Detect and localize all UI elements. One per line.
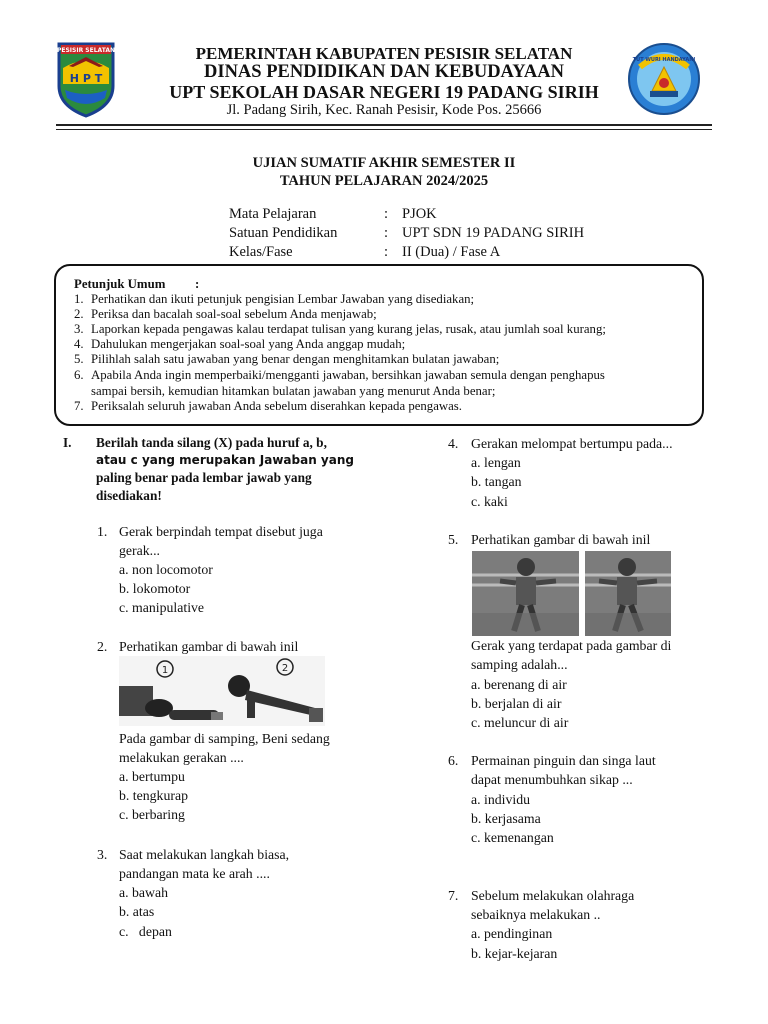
info-sep: : [384, 206, 389, 222]
answer-option: a. bawah [119, 885, 169, 900]
header-divider-thin [56, 129, 712, 130]
svg-text:TUT WURI HANDAYANI: TUT WURI HANDAYANI [632, 57, 696, 63]
image-label: 1 [161, 665, 169, 676]
answer-option: b. tengkurap [119, 788, 188, 803]
instruction-number: 4. [74, 337, 84, 351]
instruction-item-continued: sampai bersih, kemudian hitamkan bulatan jawaban yang menurut Anda benar; [91, 384, 496, 398]
answer-option: a. individu [471, 792, 531, 807]
question-number: 5. [448, 532, 459, 547]
answer-option: a. berenang di air [471, 677, 567, 692]
info-label-unit: Satuan Pendidikan [229, 225, 338, 241]
info-sep: : [384, 225, 389, 241]
answer-option: a. non locomotor [119, 562, 213, 577]
section-instruction: atau c yang merupakan Jawaban yang [96, 453, 354, 467]
instruction-item: Dahulukan mengerjakan soal-soal yang Anda anggap mudah; [91, 337, 406, 351]
answer-option: b. atas [119, 904, 155, 919]
question-text: dapat menumbuhkan sikap ... [471, 772, 633, 787]
instruction-number: 6. [74, 368, 84, 382]
question-number: 7. [448, 888, 459, 903]
answer-option: a. lengan [471, 455, 521, 470]
answer-option: b. kejar-kejaran [471, 946, 558, 961]
answer-option: a. pendinginan [471, 926, 553, 941]
answer-option: c. meluncur di air [471, 715, 569, 730]
pushup-illustration [119, 656, 325, 726]
instruction-item: Perhatikan dan ikuti petunjuk pengisian Lembar Jawaban yang disediakan; [91, 292, 475, 306]
info-value-class: II (Dua) / Fase A [402, 244, 501, 260]
question-text: Gerak berpindah tempat disebut juga [119, 524, 323, 539]
answer-option: c. depan [119, 924, 172, 939]
question-number: 1. [97, 524, 108, 539]
info-label-class: Kelas/Fase [229, 244, 293, 260]
question-number: 3. [97, 847, 108, 862]
answer-option: b. kerjasama [471, 811, 541, 826]
svg-text:PESISIR SELATAN: PESISIR SELATAN [56, 47, 116, 54]
question-text: Saat melakukan langkah biasa, [119, 847, 290, 862]
instruction-number: 5. [74, 352, 84, 366]
instruction-number: 1. [74, 292, 84, 306]
question-text: Permainan pinguin dan singa laut [471, 753, 656, 768]
question-number: 6. [448, 753, 459, 768]
instructions-heading: Petunjuk Umum [74, 277, 166, 291]
instruction-item: Periksa dan bacalah soal-soal sebelum Anda menjawab; [91, 307, 377, 321]
question-text: samping adalah... [471, 657, 568, 672]
question-text: Sebelum melakukan olahraga [471, 888, 635, 903]
answer-option: c. manipulative [119, 600, 205, 615]
question-text: melakukan gerakan .... [119, 750, 244, 765]
svg-text:H P T: H P T [69, 72, 103, 85]
instruction-number: 2. [74, 307, 84, 321]
answer-option: b. tangan [471, 474, 522, 489]
instruction-number: 3. [74, 322, 84, 336]
question-number: 2. [97, 639, 108, 654]
instruction-number: 7. [74, 399, 84, 413]
answer-option: c. kaki [471, 494, 508, 509]
info-sep: : [384, 244, 389, 260]
question-text: Perhatikan gambar di bawah inil [471, 532, 651, 547]
department-heading: DINAS PENDIDIKAN DAN KEBUDAYAAN [204, 62, 564, 82]
question-text: Pada gambar di samping, Beni sedang [119, 731, 330, 746]
question-text: Perhatikan gambar di bawah inil [119, 639, 299, 654]
academic-year: TAHUN PELAJARAN 2024/2025 [279, 173, 489, 189]
school-address: Jl. Padang Sirih, Kec. Ranah Pesisir, Kode Pos. 25666 [226, 102, 542, 118]
section-instruction: paling benar pada lembar jawab yang [96, 470, 312, 485]
school-heading: UPT SEKOLAH DASAR NEGERI 19 PADANG SIRIH [169, 82, 599, 102]
water-walking-photo-1 [472, 551, 579, 636]
instruction-item: Periksalah seluruh jawaban Anda sebelum diserahkan kepada pengawas. [91, 399, 462, 413]
answer-option: c. kemenangan [471, 830, 554, 845]
pesisir-selatan-logo [55, 40, 117, 118]
question-number: 4. [448, 436, 459, 451]
image-label: 2 [281, 663, 289, 674]
answer-option: b. lokomotor [119, 581, 191, 596]
instruction-item: Laporkan kepada pengawas kalau terdapat tulisan yang kurang jelas, rusak, atau jumlah soal kurang; [91, 322, 606, 336]
instruction-item: Pilihlah salah satu jawaban yang benar dengan menghitamkan bulatan jawaban; [91, 352, 500, 366]
info-value-subject: PJOK [402, 206, 437, 222]
section-instruction: Berilah tanda silang (X) pada huruf a, b, [96, 435, 327, 450]
info-label-subject: Mata Pelajaran [229, 206, 317, 222]
question-text: sebaiknya melakukan .. [471, 907, 601, 922]
section-instruction: disediakan! [96, 488, 162, 503]
exam-title: UJIAN SUMATIF AKHIR SEMESTER II [252, 155, 516, 171]
answer-option: a. bertumpu [119, 769, 185, 784]
instructions-colon: : [195, 277, 200, 291]
water-walking-photo-2 [585, 551, 671, 636]
header-divider-thick [56, 124, 712, 126]
question-text: Gerak yang terdapat pada gambar di [471, 638, 672, 653]
answer-option: b. berjalan di air [471, 696, 562, 711]
section-number: I. [63, 435, 72, 450]
question-text: Gerakan melompat bertumpu pada... [471, 436, 673, 451]
question-text: gerak... [119, 543, 160, 558]
instruction-item: Apabila Anda ingin memperbaiki/mengganti jawaban, bersihkan jawaban semula dengan penghapus [91, 368, 605, 382]
question-text: pandangan mata ke arah .... [119, 866, 270, 881]
answer-option: c. berbaring [119, 807, 185, 822]
government-heading: PEMERINTAH KABUPATEN PESISIR SELATAN [195, 44, 573, 63]
info-value-unit: UPT SDN 19 PADANG SIRIH [402, 225, 585, 241]
